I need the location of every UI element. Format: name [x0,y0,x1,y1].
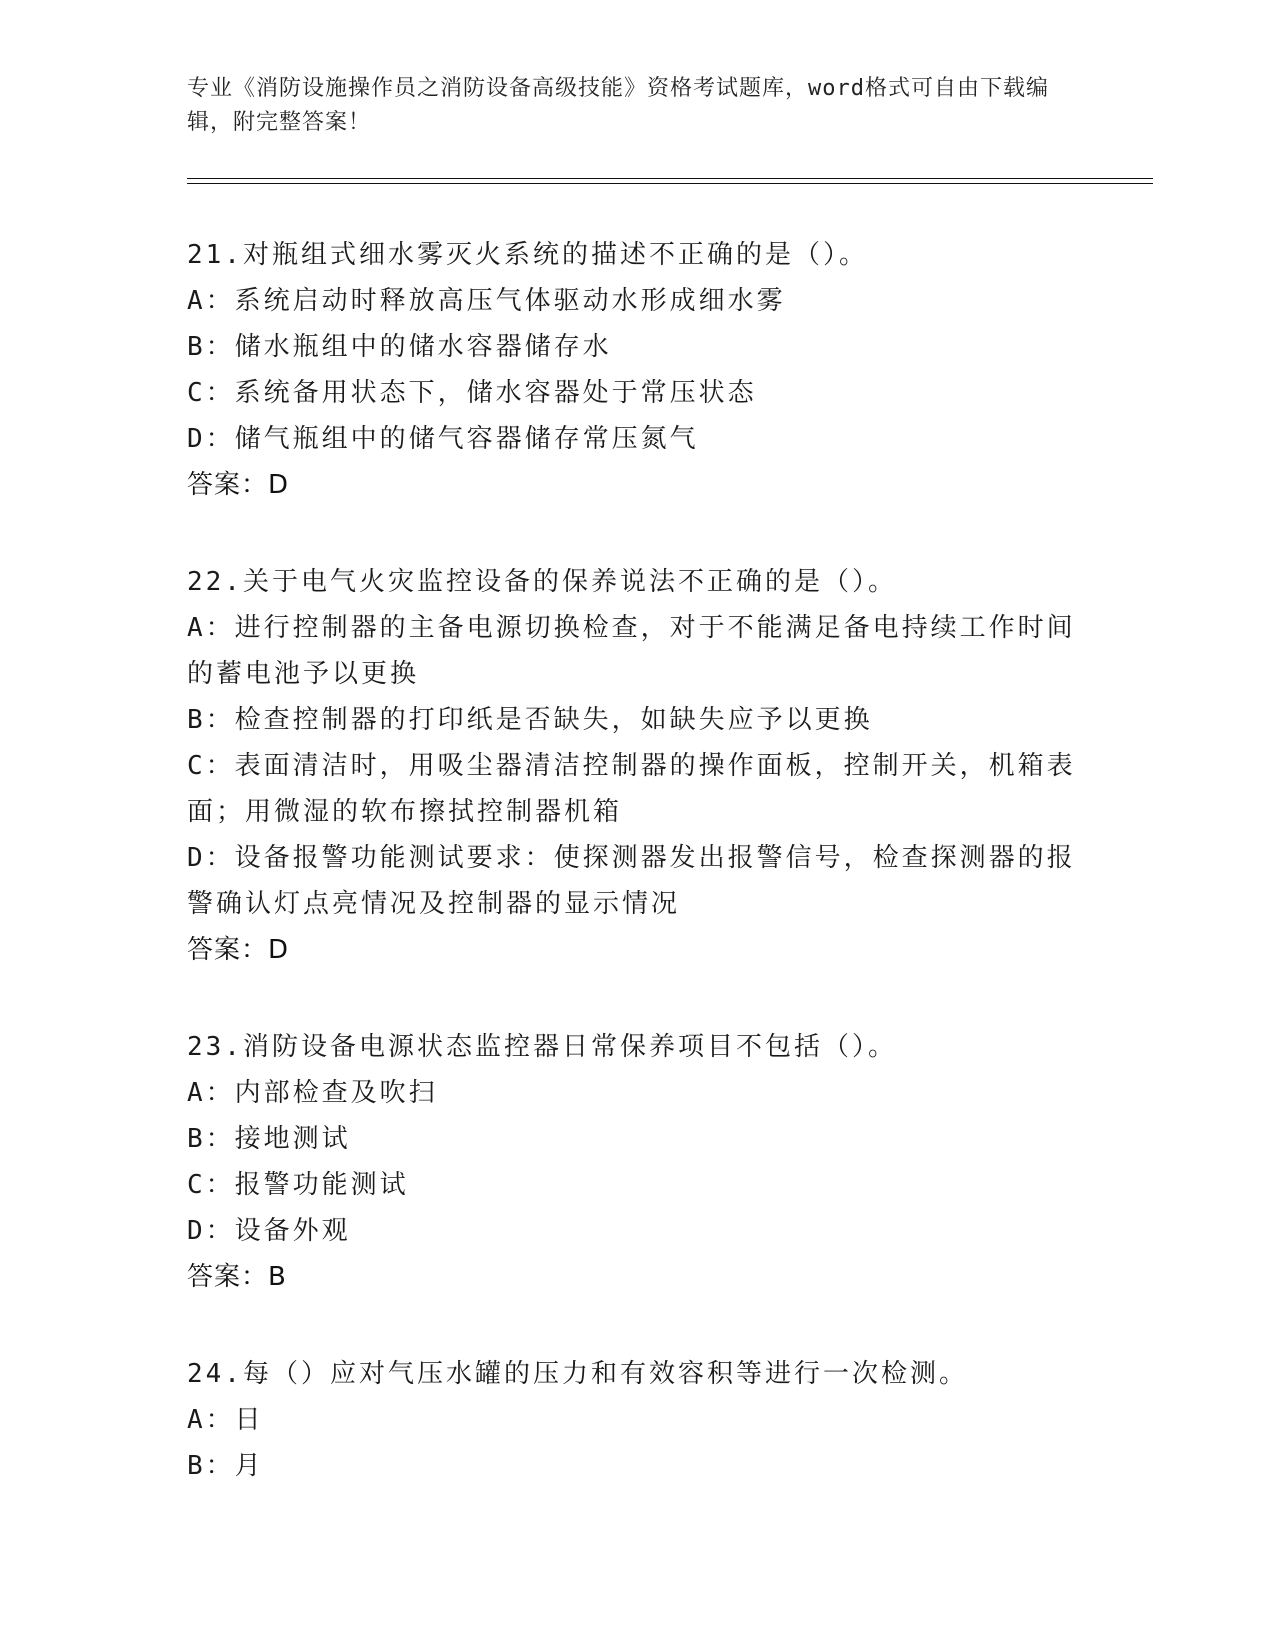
header-divider-top [187,178,1153,179]
question-stem: 24.每（）应对气压水罐的压力和有效容积等进行一次检测。 [187,1359,968,1389]
question-22 [187,559,1087,973]
option-c: C：表面清洁时，用吸尘器清洁控制器的操作面板，控制开关，机箱表面；用微湿的软布擦拭控制器机箱 [187,751,1076,827]
question-stem: 22.关于电气火灾监控设备的保养说法不正确的是（）。 [187,567,897,597]
question-list [187,232,1087,1540]
option-d: D：储气瓶组中的储气容器储存常压氮气 [187,424,699,454]
option-b: B：检查控制器的打印纸是否缺失，如缺失应予以更换 [187,705,873,735]
option-a: A：内部检查及吹扫 [187,1078,438,1108]
option-a: A：进行控制器的主备电源切换检查，对于不能满足备电持续工作时间的蓄电池予以更换 [187,613,1076,689]
header-divider-bottom [187,183,1153,184]
answer: 答案：D [187,935,290,965]
question-23 [187,1024,1087,1300]
option-b: B：月 [187,1451,264,1481]
answer: 答案：B [187,1262,287,1292]
question-stem: 21.对瓶组式细水雾灭火系统的描述不正确的是（）。 [187,240,868,270]
option-c: C：报警功能测试 [187,1170,409,1200]
option-b: B：接地测试 [187,1124,351,1154]
option-a: A：系统启动时释放高压气体驱动水形成细水雾 [187,286,786,316]
question-24 [187,1351,1087,1489]
question-21 [187,232,1087,508]
document-header: 专业《消防设施操作员之消防设备高级技能》资格考试题库，word格式可自由下载编辑，附完整答案！ [187,76,1049,135]
option-d: D：设备报警功能测试要求：使探测器发出报警信号，检查探测器的报警确认灯点亮情况及控制器的显示情况 [187,843,1076,919]
option-a: A：日 [187,1405,264,1435]
option-b: B：储水瓶组中的储水容器储存水 [187,332,612,362]
question-stem: 23.消防设备电源状态监控器日常保养项目不包括（）。 [187,1032,897,1062]
option-c: C：系统备用状态下，储水容器处于常压状态 [187,378,757,408]
option-d: D：设备外观 [187,1216,351,1246]
answer: 答案：D [187,470,290,500]
